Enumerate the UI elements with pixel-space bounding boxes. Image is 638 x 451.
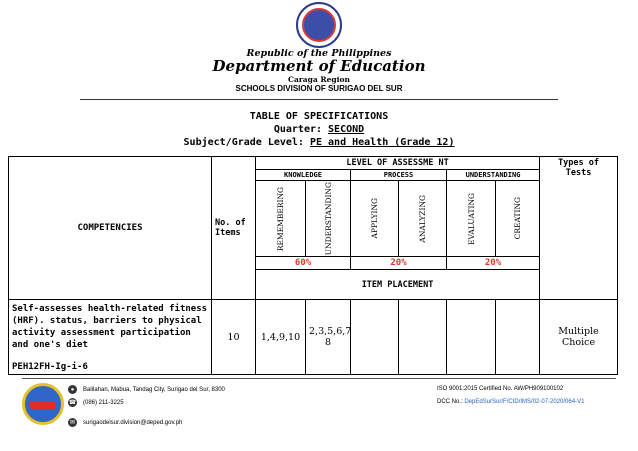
level-evaluating: EVALUATING: [447, 181, 496, 257]
dcc-number: DCC No.: DepEdSurSur/F/CID/IMS/02-07-2020/064-V1: [437, 399, 585, 405]
level-applying: APPLYING: [351, 181, 399, 257]
level-creating: CREATING: [496, 181, 540, 257]
percent-understanding: 20%: [447, 257, 540, 270]
item-placement-header: ITEM PLACEMENT: [256, 270, 540, 300]
region-text: Caraga Region: [288, 75, 350, 84]
group-knowledge: KNOWLEDGE: [256, 170, 351, 181]
percent-knowledge: 60%: [256, 257, 351, 270]
competencies-header: COMPETENCIES: [9, 157, 212, 300]
deped-seal-logo: [296, 2, 342, 48]
phone-icon: ☎: [68, 400, 77, 406]
percent-process: 20%: [351, 257, 447, 270]
iso-certification: ISO 9001:2015 Certified No. AW/PH909100102: [437, 386, 564, 392]
footer-divider: [22, 378, 616, 379]
types-of-tests-header: Types of Tests: [540, 157, 618, 300]
analyzing-cell: [399, 300, 447, 375]
competency-code: PEH12FH-Ig-i-6: [12, 362, 88, 373]
level-analyzing: ANALYZING: [399, 181, 447, 257]
table-row: [9, 300, 618, 375]
applying-cell: [351, 300, 399, 375]
location-icon: ●: [68, 385, 77, 394]
group-understanding: UNDERSTANDING: [447, 170, 540, 181]
quarter-line: Quarter: SECOND: [273, 124, 365, 135]
group-process: PROCESS: [351, 170, 447, 181]
document-title: TABLE OF SPECIFICATIONS: [249, 111, 389, 122]
level-of-assessment-header: LEVEL OF ASSESSME NT: [256, 157, 540, 170]
footer-address: ● Balilahan, Mabua, Tandag City, Surigao del Sur, 8300: [68, 385, 225, 394]
header-divider: [80, 99, 558, 100]
republic-text: Republic of the Philippines: [246, 48, 392, 59]
specifications-table: [8, 156, 618, 375]
division-logo: [22, 383, 64, 425]
items-count-cell: 10: [212, 300, 256, 375]
email-icon: ✉: [69, 420, 76, 426]
subject-line: Subject/Grade Level: PE and Health (Grade 12): [183, 137, 455, 148]
test-type-cell: Multiple Choice: [540, 300, 618, 375]
understanding-cell: 2,3,5,6,7 8: [306, 300, 351, 375]
creating-cell: [496, 300, 540, 375]
level-remembering: REMEMBERING: [256, 181, 306, 257]
evaluating-cell: [447, 300, 496, 375]
items-header: No. of Items: [212, 157, 256, 300]
division-text: SCHOOLS DIVISION OF SURIGAO DEL SUR: [235, 84, 403, 93]
department-title: Department of Education: [212, 57, 426, 75]
footer-phone: ☎ (086) 211-3225: [68, 399, 124, 406]
level-understanding: UNDERSTANDING: [306, 181, 351, 257]
footer-email: ✉ surigaodelsur.division@deped.gov.ph: [69, 419, 183, 426]
competency-cell: Self-assesses health-related fitness (HRF). status, barriers to physical activity assessment participation and one's diet PEH12FH-Ig-i-6: [9, 300, 212, 375]
remembering-cell: 1,4,9,10: [256, 300, 306, 375]
